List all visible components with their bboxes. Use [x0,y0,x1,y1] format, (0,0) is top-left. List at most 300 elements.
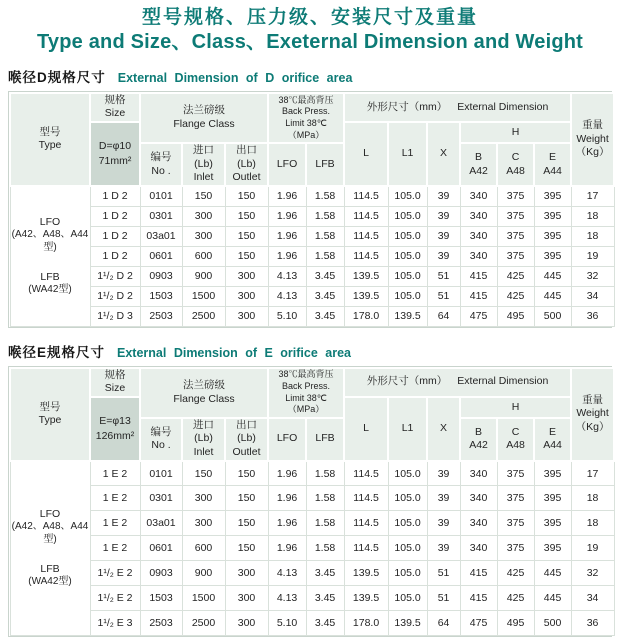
cell-outlet: 150 [225,486,268,511]
table-row [10,286,614,306]
col-header-inlet-en: Inlet [193,171,214,184]
cell-l: 114.5 [344,186,388,206]
cell-lfo: 1.96 [268,246,306,266]
cell-l1: 139.5 [388,611,427,636]
cell-lfo: 4.13 [268,561,306,586]
cell-l1: 105.0 [388,266,427,286]
cell-l1: 105.0 [388,561,427,586]
cell-inlet: 150 [182,186,225,206]
type-group-detail: (WA42型) [28,576,72,588]
col-header-lfb: LFB [306,418,344,461]
section-e-title-cn: 喉径E规格尺寸 [8,344,106,360]
col-header-no-en: No . [151,439,171,452]
cell-outlet: 150 [225,206,268,226]
col-header-back-pressure [268,368,344,418]
cell-lfb: 1.58 [306,511,344,536]
col-header-flange-en: Flange Class [173,392,235,405]
cell-weight: 18 [571,486,614,511]
cell-inlet: 900 [182,266,225,286]
cell-c-a48: 375 [497,511,534,536]
cell-outlet: 300 [225,286,268,306]
cell-weight: 34 [571,286,614,306]
cell-no: 0903 [140,561,182,586]
cell-x: 39 [427,486,460,511]
cell-e-a44: 500 [534,611,571,636]
page-title-en: Type and Size、Class、Exeternal Dimension and Weight [36,30,584,53]
cell-no: 1503 [140,586,182,611]
cell-b-a42: 340 [460,461,497,486]
col-header-b: B [475,425,483,438]
col-header-flange-en: Flange Class [173,117,235,130]
cell-e-a44: 395 [534,186,571,206]
cell-spec: 1¹/₂ D 2 [90,266,140,286]
back-pressure-line2: Back Press. [282,106,331,117]
col-header-external-dimension [344,368,571,397]
cell-lfb: 1.58 [306,536,344,561]
col-header-size-en: Size [104,107,126,120]
cell-no: 0101 [140,461,182,486]
cell-spec: 1 D 2 [90,226,140,246]
external-dimension-en: External Dimension [457,375,549,388]
table-row [10,586,614,611]
cell-b-a42: 340 [460,486,497,511]
size-value-line1: D=φ10 [98,139,132,152]
cell-b-a42: 415 [460,286,497,306]
cell-b-a42: 415 [460,266,497,286]
cell-outlet: 300 [225,586,268,611]
weight-en: Weight [576,132,609,145]
cell-lfo: 1.96 [268,186,306,206]
col-header-type-en: Type [38,139,62,152]
back-pressure-line2: Back Press. [282,381,331,391]
cell-outlet: 300 [225,266,268,286]
cell-weight: 18 [571,226,614,246]
cell-weight: 17 [571,461,614,486]
cell-lfo: 4.13 [268,266,306,286]
cell-lfo: 1.96 [268,486,306,511]
cell-b-a42: 340 [460,511,497,536]
cell-l: 114.5 [344,226,388,246]
weight-cn: 重量 [582,393,604,406]
cell-l: 114.5 [344,511,388,536]
cell-lfo: 1.96 [268,511,306,536]
col-header-type-en: Type [38,414,62,427]
cell-x: 51 [427,286,460,306]
cell-inlet: 300 [182,226,225,246]
col-header-c: C [511,425,520,438]
col-header-outlet-en: Outlet [232,171,261,184]
cell-spec: 1¹/₂ D 2 [90,286,140,306]
cell-b-a42: 415 [460,561,497,586]
cell-x: 39 [427,461,460,486]
cell-spec: 1¹/₂ E 2 [90,561,140,586]
table-row [10,486,614,511]
cell-weight: 34 [571,586,614,611]
dimension-table-e [9,367,615,637]
cell-lfo: 1.96 [268,226,306,246]
col-header-b-a42 [460,143,497,186]
table-row [10,536,614,561]
cell-spec: 1 E 2 [90,486,140,511]
cell-c-a48: 375 [497,461,534,486]
col-header-type-cn: 型号 [39,400,61,413]
section-e-orifice [8,341,612,637]
weight-unit: （Kg） [575,146,610,159]
cell-b-a42: 475 [460,611,497,636]
cell-x: 39 [427,206,460,226]
type-group [12,271,89,297]
cell-e-a44: 445 [534,286,571,306]
back-pressure-line1: 38℃最高背压 [278,94,334,105]
col-header-l: L [344,122,388,186]
cell-spec: 1 D 2 [90,206,140,226]
cell-c-a48: 425 [497,266,534,286]
cell-x: 39 [427,246,460,266]
cell-l1: 105.0 [388,461,427,486]
cell-x: 39 [427,226,460,246]
cell-c-a48: 425 [497,561,534,586]
cell-c-a48: 495 [497,306,534,326]
cell-no: 0601 [140,536,182,561]
section-d-title-cn: 喉径D规格尺寸 [8,69,106,85]
size-value-cell [90,397,140,461]
col-header-h: H [460,397,571,418]
col-header-type-cn: 型号 [39,125,61,138]
col-header-no [140,418,182,461]
col-header-weight [571,93,614,186]
col-header-e: E [549,150,557,163]
cell-no: 1503 [140,286,182,306]
type-group-cell [10,461,90,636]
cell-b-a42: 340 [460,206,497,226]
cell-lfb: 3.45 [306,586,344,611]
cell-e-a44: 395 [534,226,571,246]
cell-l: 114.5 [344,461,388,486]
cell-spec: 1¹/₂ E 3 [90,611,140,636]
cell-e-a44: 500 [534,306,571,326]
cell-spec: 1¹/₂ E 2 [90,586,140,611]
cell-l: 139.5 [344,286,388,306]
page-title-block [0,0,620,53]
cell-l1: 105.0 [388,286,427,306]
col-header-flange-cn: 法兰磅级 [183,379,226,392]
cell-no: 0601 [140,246,182,266]
cell-l1: 105.0 [388,186,427,206]
col-header-weight [571,368,614,461]
col-header-a44: A44 [543,439,562,452]
cell-c-a48: 375 [497,226,534,246]
col-header-no-cn: 编号 [150,425,172,438]
cell-x: 64 [427,611,460,636]
cell-no: 0301 [140,206,182,226]
cell-e-a44: 395 [534,206,571,226]
back-pressure-line1: 38℃最高背压 [278,369,334,380]
cell-c-a48: 375 [497,186,534,206]
table-row [10,306,614,326]
col-header-inlet [182,143,225,186]
cell-inlet: 300 [182,486,225,511]
col-header-x: X [427,122,460,186]
col-header-no-en: No . [151,164,171,177]
col-header-x: X [427,397,460,461]
section-d-title-en: External Dimension of D orifice area [117,70,353,85]
cell-no: 2503 [140,306,182,326]
cell-c-a48: 375 [497,246,534,266]
col-header-a48: A48 [506,439,525,452]
page-title-cn: 型号规格、压力级、安装尺寸及重量 [141,7,478,28]
cell-weight: 36 [571,611,614,636]
section-e-title [8,341,612,362]
col-header-lfo: LFO [268,418,306,461]
cell-weight: 19 [571,246,614,266]
cell-outlet: 300 [225,306,268,326]
cell-outlet: 300 [225,561,268,586]
cell-lfo: 5.10 [268,611,306,636]
cell-x: 39 [427,536,460,561]
cell-l1: 105.0 [388,511,427,536]
cell-e-a44: 395 [534,461,571,486]
cell-e-a44: 395 [534,246,571,266]
cell-weight: 36 [571,306,614,326]
cell-b-a42: 415 [460,586,497,611]
col-header-flange-cn: 法兰磅级 [183,104,226,117]
size-value-cell [90,122,140,186]
cell-spec: 1 E 2 [90,511,140,536]
cell-weight: 17 [571,186,614,206]
type-group [12,216,89,254]
cell-no: 03a01 [140,226,182,246]
cell-spec: 1 D 2 [90,246,140,266]
cell-l: 114.5 [344,206,388,226]
col-header-outlet-en: Outlet [232,446,261,459]
back-pressure-line3: Limit 38℃ [285,392,327,403]
cell-lfb: 3.45 [306,561,344,586]
table-d-body [10,186,614,326]
cell-x: 51 [427,266,460,286]
size-value-line1: E=φ13 [99,414,131,427]
cell-b-a42: 340 [460,246,497,266]
weight-en: Weight [576,407,609,420]
cell-no: 0903 [140,266,182,286]
col-header-lfb: LFB [306,143,344,186]
cell-e-a44: 445 [534,561,571,586]
table-row [10,246,614,266]
cell-e-a44: 395 [534,536,571,561]
external-dimension-en: External Dimension [457,100,549,113]
cell-outlet: 150 [225,511,268,536]
col-header-e: E [549,425,557,438]
cell-b-a42: 340 [460,536,497,561]
col-header-lfo: LFO [268,143,306,186]
cell-outlet: 150 [225,536,268,561]
table-row [10,511,614,536]
col-header-size-cn: 规格 [104,93,126,106]
size-value-line2: 126mm² [95,429,135,442]
section-d-title [8,66,612,87]
cell-inlet: 2500 [182,611,225,636]
cell-spec: 1 D 2 [90,186,140,206]
cell-e-a44: 395 [534,486,571,511]
col-header-outlet-cn: 出口(Lb) [236,144,258,170]
col-header-inlet-cn: 进口(Lb) [193,144,214,170]
cell-lfb: 1.58 [306,206,344,226]
cell-l: 139.5 [344,561,388,586]
cell-l: 178.0 [344,306,388,326]
cell-x: 39 [427,186,460,206]
col-header-inlet [182,418,225,461]
col-header-outlet [225,418,268,461]
cell-outlet: 150 [225,246,268,266]
cell-weight: 32 [571,266,614,286]
cell-c-a48: 425 [497,586,534,611]
cell-weight: 18 [571,206,614,226]
col-header-l1: L1 [388,122,427,186]
cell-e-a44: 445 [534,586,571,611]
weight-cn: 重量 [582,118,604,131]
back-pressure-line3: Limit 38℃ [285,117,327,128]
table-row [10,226,614,246]
col-header-a48: A48 [506,164,525,177]
type-group [12,563,89,589]
table-e-body [10,461,614,636]
col-header-inlet-en: Inlet [193,446,214,459]
cell-lfo: 1.96 [268,536,306,561]
type-group [12,508,89,546]
cell-c-a48: 375 [497,536,534,561]
cell-l1: 105.0 [388,246,427,266]
cell-inlet: 150 [182,461,225,486]
cell-l: 114.5 [344,246,388,266]
col-header-c-a48 [497,143,534,186]
cell-b-a42: 340 [460,226,497,246]
cell-lfb: 3.45 [306,286,344,306]
type-group-cell [10,186,90,326]
cell-outlet: 150 [225,461,268,486]
col-header-b: B [475,150,483,163]
cell-inlet: 900 [182,561,225,586]
type-group-detail: (A42、A48、A44型) [11,229,89,253]
cell-l1: 105.0 [388,486,427,511]
cell-no: 0301 [140,486,182,511]
col-header-l1: L1 [388,397,427,461]
cell-lfb: 1.58 [306,461,344,486]
cell-lfo: 4.13 [268,586,306,611]
cell-lfb: 1.58 [306,246,344,266]
col-header-back-pressure [268,93,344,143]
cell-l1: 105.0 [388,586,427,611]
type-group-detail: (WA42型) [28,284,72,296]
col-header-flange-class [140,93,268,143]
cell-l1: 105.0 [388,206,427,226]
weight-unit: （Kg） [575,420,610,433]
table-row [10,266,614,286]
cell-l1: 105.0 [388,536,427,561]
cell-x: 51 [427,561,460,586]
col-header-c: C [511,150,520,163]
table-e-wrap [8,366,612,637]
section-e-title-en: External Dimension of E orifice area [117,345,351,360]
cell-inlet: 600 [182,536,225,561]
col-header-outlet-cn: 出口(Lb) [236,418,258,445]
col-header-type [10,368,90,461]
cell-e-a44: 395 [534,511,571,536]
col-header-external-dimension [344,93,571,122]
col-header-e-a44 [534,418,571,461]
col-header-b-a42 [460,418,497,461]
type-group-name: LFO [39,508,61,521]
cell-x: 51 [427,586,460,611]
col-header-l: L [344,397,388,461]
cell-weight: 32 [571,561,614,586]
cell-lfb: 3.45 [306,266,344,286]
cell-spec: 1¹/₂ D 3 [90,306,140,326]
cell-no: 0101 [140,186,182,206]
cell-lfo: 1.96 [268,461,306,486]
cell-lfb: 1.58 [306,486,344,511]
table-row [10,206,614,226]
col-header-type [10,93,90,186]
cell-b-a42: 340 [460,186,497,206]
col-header-flange-class [140,368,268,418]
cell-lfb: 3.45 [306,306,344,326]
cell-spec: 1 E 2 [90,461,140,486]
external-dimension-cn: 外形尺寸（mm） [366,100,448,113]
cell-lfo: 4.13 [268,286,306,306]
cell-inlet: 300 [182,206,225,226]
type-group-name: LFO [39,215,61,228]
cell-outlet: 150 [225,186,268,206]
cell-x: 64 [427,306,460,326]
cell-no: 03a01 [140,511,182,536]
cell-c-a48: 375 [497,486,534,511]
type-group-detail: (A42、A48、A44型) [11,521,89,545]
col-header-size [90,368,140,397]
cell-l: 114.5 [344,486,388,511]
cell-inlet: 2500 [182,306,225,326]
cell-lfb: 3.45 [306,611,344,636]
cell-weight: 19 [571,536,614,561]
cell-c-a48: 495 [497,611,534,636]
cell-outlet: 150 [225,226,268,246]
cell-inlet: 300 [182,511,225,536]
cell-spec: 1 E 2 [90,536,140,561]
section-d-orifice [8,66,612,328]
cell-lfo: 5.10 [268,306,306,326]
cell-b-a42: 475 [460,306,497,326]
col-header-c-a48 [497,418,534,461]
table-row [10,611,614,636]
col-header-no [140,143,182,186]
cell-outlet: 300 [225,611,268,636]
back-pressure-line4: （MPa） [287,129,325,140]
cell-inlet: 1500 [182,286,225,306]
cell-inlet: 1500 [182,586,225,611]
cell-l: 139.5 [344,266,388,286]
cell-lfo: 1.96 [268,206,306,226]
table-row [10,561,614,586]
cell-no: 2503 [140,611,182,636]
table-row [10,461,614,486]
type-group-name: LFB [40,271,60,284]
col-header-size-cn: 规格 [104,368,126,381]
col-header-inlet-cn: 进口(Lb) [193,418,214,445]
cell-lfb: 1.58 [306,186,344,206]
cell-l1: 139.5 [388,306,427,326]
cell-lfb: 1.58 [306,226,344,246]
col-header-outlet [225,143,268,186]
col-header-e-a44 [534,143,571,186]
cell-l: 139.5 [344,586,388,611]
